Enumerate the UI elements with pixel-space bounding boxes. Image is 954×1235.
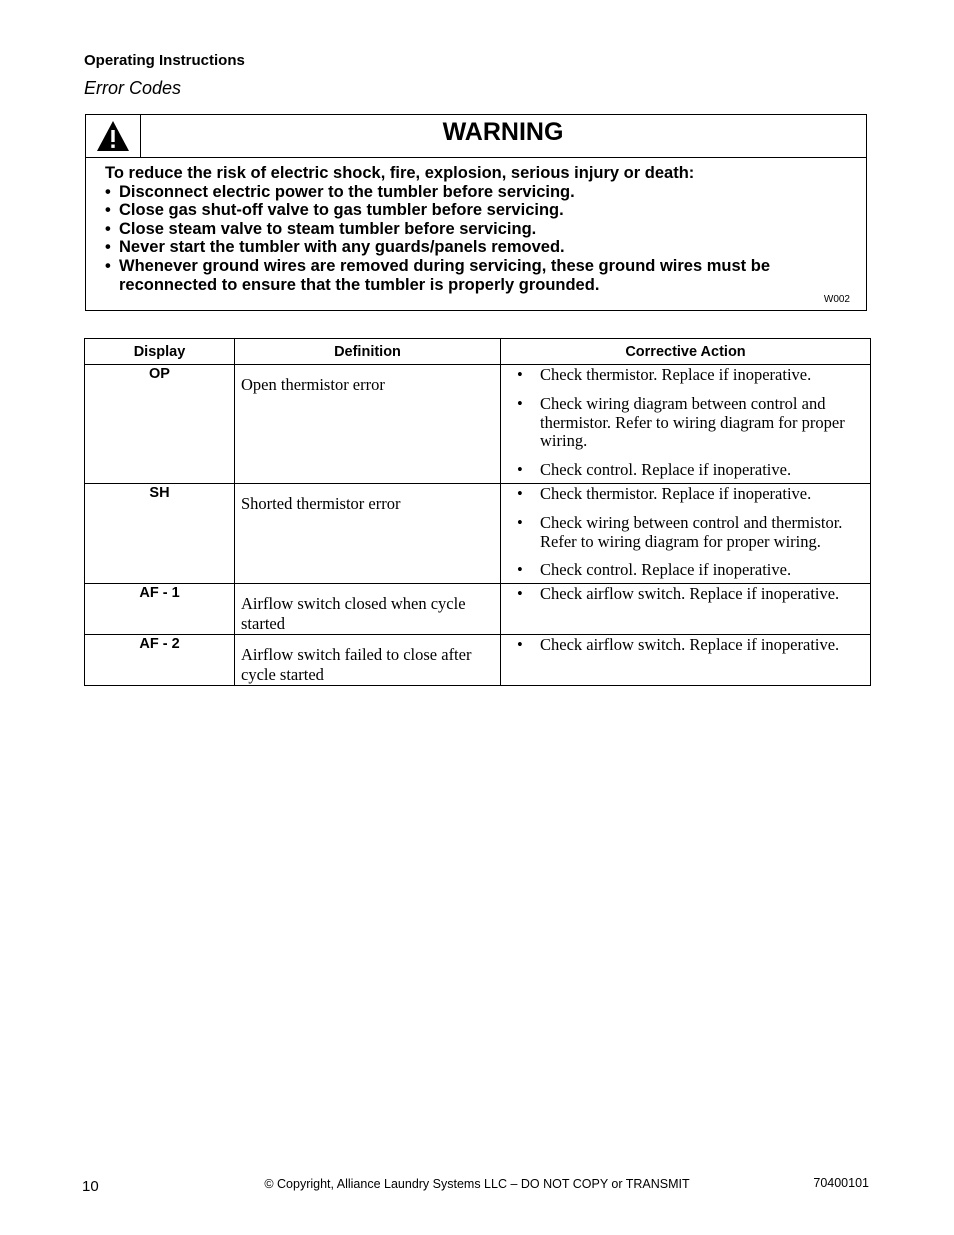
bullet: • (517, 512, 523, 532)
action-item (501, 636, 862, 655)
warning-code: W002 (823, 294, 850, 305)
warning-heading: WARNING (442, 118, 564, 146)
display-code: SH (85, 484, 235, 584)
bullet: • (517, 393, 523, 413)
table-row (85, 484, 871, 584)
warning-item (105, 257, 846, 294)
action-text: Check wiring between control and thermistor. Refer to wiring diagram for proper wiring. (540, 512, 843, 551)
action-item (501, 395, 862, 451)
table-row (85, 584, 871, 635)
action-text: Check control. Replace if inoperative. (540, 560, 792, 580)
warning-box (85, 114, 867, 311)
table-row (85, 635, 871, 686)
warning-item (105, 220, 846, 239)
page-number: 10 (82, 1178, 99, 1195)
warning-triangle-icon (96, 120, 130, 152)
copyright-notice: © Copyright, Alliance Laundry Systems LLC – DO NOT COPY or TRANSMIT (264, 1177, 690, 1191)
bullet: • (517, 460, 523, 480)
warning-intro: To reduce the risk of electric shock, fire, explosion, serious injury or death: (105, 164, 695, 182)
warning-item (105, 201, 846, 220)
display-code: AF - 1 (85, 584, 235, 635)
action-item (501, 485, 862, 504)
definition: Airflow switch closed when cycle started (235, 584, 501, 635)
warning-item (105, 183, 846, 202)
action-item (501, 366, 862, 385)
table-row (85, 365, 871, 484)
warning-item-text: Never start the tumbler with any guards/panels removed. (119, 238, 565, 257)
warning-icon-cell (86, 115, 141, 157)
bullet: • (517, 560, 523, 580)
warning-header (86, 115, 866, 158)
definition: Shorted thermistor error (235, 484, 501, 584)
column-header-corrective-action: Corrective Action (501, 339, 871, 365)
table-header-row (85, 339, 871, 365)
section-title: Operating Instructions (84, 52, 245, 69)
corrective-action (501, 584, 871, 635)
error-codes-table (84, 338, 871, 686)
display-code: OP (85, 365, 235, 484)
warning-body (105, 164, 846, 294)
display-code: AF - 2 (85, 635, 235, 686)
action-text: Check thermistor. Replace if inoperative. (540, 365, 812, 384)
bullet: • (105, 219, 111, 238)
action-item (501, 561, 862, 580)
action-text: Check airflow switch. Replace if inoperative. (540, 584, 840, 603)
action-text: Check thermistor. Replace if inoperative. (540, 484, 812, 503)
bullet: • (105, 256, 111, 275)
warning-item-text: Close steam valve to steam tumbler before servicing. (119, 219, 537, 238)
warning-list (105, 183, 846, 295)
definition: Open thermistor error (235, 365, 501, 484)
bullet: • (517, 635, 523, 654)
bullet: • (517, 584, 523, 603)
corrective-action (501, 635, 871, 686)
document-number: 70400101 (813, 1176, 869, 1190)
bullet: • (105, 182, 111, 201)
bullet: • (105, 238, 111, 257)
warning-item (105, 238, 846, 257)
column-header-definition: Definition (235, 339, 501, 365)
corrective-action (501, 484, 871, 584)
action-text: Check airflow switch. Replace if inoperative. (540, 635, 840, 654)
action-item (501, 514, 862, 552)
action-text: Check wiring diagram between control and thermistor. Refer to wiring diagram for proper wiring. (540, 393, 845, 451)
warning-item-text: Whenever ground wires are removed during servicing, these ground wires must be reconnected to ensure that the tumbler is properly grounded. (119, 256, 770, 294)
action-item (501, 461, 862, 480)
action-item (501, 585, 862, 604)
definition: Airflow switch failed to close after cycle started (235, 635, 501, 686)
column-header-display: Display (85, 339, 235, 365)
warning-item-text: Disconnect electric power to the tumbler before servicing. (119, 182, 575, 201)
corrective-action (501, 365, 871, 484)
action-text: Check control. Replace if inoperative. (540, 460, 792, 480)
bullet: • (517, 365, 523, 384)
bullet: • (105, 201, 111, 220)
subsection-title: Error Codes (84, 78, 182, 98)
bullet: • (517, 484, 523, 503)
warning-item-text: Close gas shut-off valve to gas tumbler before servicing. (119, 201, 564, 220)
